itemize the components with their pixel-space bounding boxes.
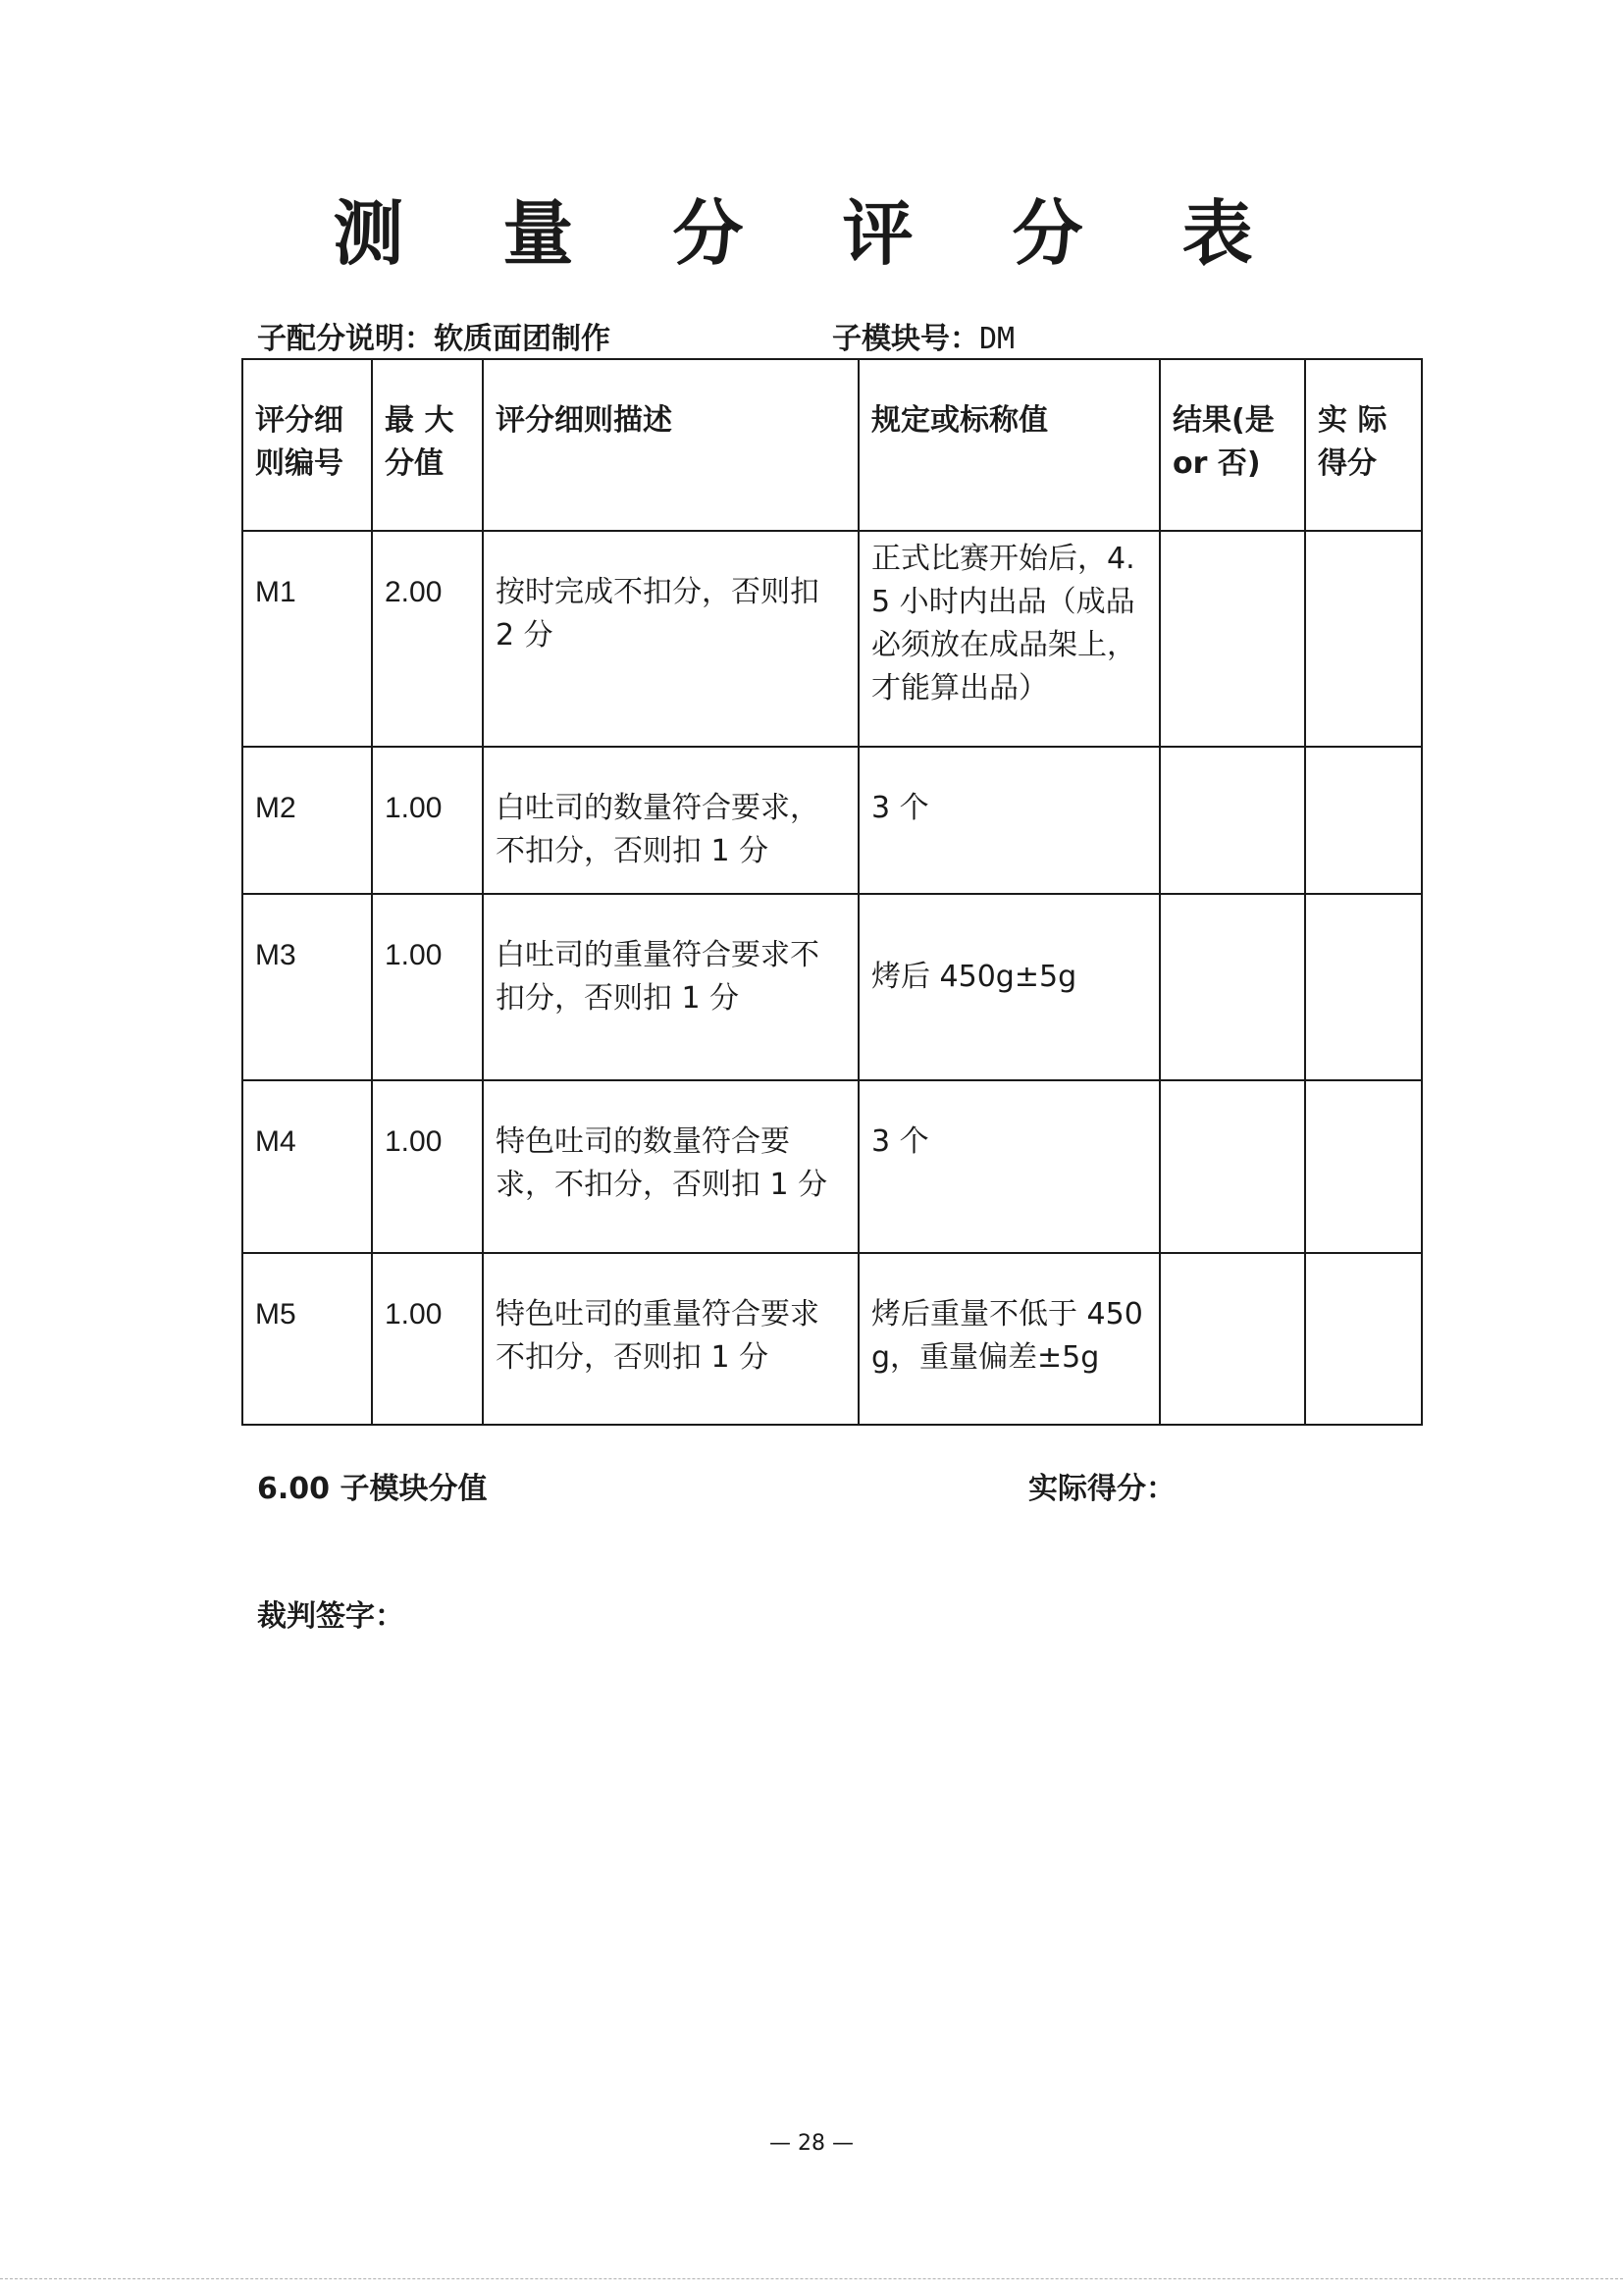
- row-spec: 烤后重量不低于 450g，重量偏差±5g: [859, 1253, 1160, 1425]
- module-number: [832, 316, 1015, 363]
- header-desc: 评分细则描述: [483, 359, 859, 531]
- row-desc: 特色吐司的数量符合要求，不扣分，否则扣 1 分: [483, 1080, 859, 1253]
- row-score-cell[interactable]: [1305, 531, 1422, 747]
- row-max: 2.00: [372, 531, 483, 747]
- row-max: 1.00: [372, 1080, 483, 1253]
- row-code: M2: [242, 747, 372, 894]
- table-header-row: [242, 359, 1422, 531]
- row-score-cell[interactable]: [1305, 747, 1422, 894]
- module-value: 6.00 子模块分值: [257, 1472, 488, 1506]
- table-row: [242, 747, 1422, 894]
- row-result-cell[interactable]: [1160, 894, 1305, 1080]
- row-result-cell[interactable]: [1160, 531, 1305, 747]
- row-code: M3: [242, 894, 372, 1080]
- row-score-cell[interactable]: [1305, 1253, 1422, 1425]
- header-code: 评分细则编号: [242, 359, 372, 531]
- header-spec: 规定或标称值: [859, 359, 1160, 531]
- row-max: 1.00: [372, 747, 483, 894]
- bottom-rule: [0, 2278, 1623, 2279]
- page-number: — 28 —: [769, 2131, 854, 2156]
- table-row: [242, 1253, 1422, 1425]
- row-desc: 特色吐司的重量符合要求不扣分，否则扣 1 分: [483, 1253, 859, 1425]
- row-desc: 白吐司的数量符合要求，不扣分，否则扣 1 分: [483, 747, 859, 894]
- scoring-table: [241, 358, 1423, 1426]
- row-desc: 白吐司的重量符合要求不扣分，否则扣 1 分: [483, 894, 859, 1080]
- row-spec: 3 个: [859, 747, 1160, 894]
- row-code: M4: [242, 1080, 372, 1253]
- row-desc: 按时完成不扣分，否则扣 2 分: [483, 531, 859, 747]
- module-number-label: 子模块号：: [832, 322, 979, 356]
- table-row: [242, 531, 1422, 747]
- row-max: 1.00: [372, 894, 483, 1080]
- module-number-code: DM: [979, 322, 1016, 356]
- row-spec: 3 个: [859, 1080, 1160, 1253]
- header-result: 结果(是 or 否): [1160, 359, 1305, 531]
- row-score-cell[interactable]: [1305, 1080, 1422, 1253]
- page-title: 测 量 分 评 分 表: [333, 191, 1290, 275]
- header-max: 最 大 分值: [372, 359, 483, 531]
- header-score: 实 际 得分: [1305, 359, 1422, 531]
- row-score-cell[interactable]: [1305, 894, 1422, 1080]
- row-spec: 正式比赛开始后，4.5 小时内出品（成品必须放在成品架上，才能算出品）: [859, 531, 1160, 747]
- row-result-cell[interactable]: [1160, 1080, 1305, 1253]
- row-spec: 烤后 450g±5g: [859, 894, 1160, 1080]
- row-max: 1.00: [372, 1253, 483, 1425]
- judge-signature-label: 裁判签字：: [257, 1599, 404, 1634]
- row-result-cell[interactable]: [1160, 747, 1305, 894]
- table-row: [242, 1080, 1422, 1253]
- row-result-cell[interactable]: [1160, 1253, 1305, 1425]
- row-code: M1: [242, 531, 372, 747]
- row-code: M5: [242, 1253, 372, 1425]
- actual-score-label: 实际得分：: [1028, 1472, 1176, 1506]
- table-row: [242, 894, 1422, 1080]
- sub-description: 子配分说明：软质面团制作: [257, 322, 610, 356]
